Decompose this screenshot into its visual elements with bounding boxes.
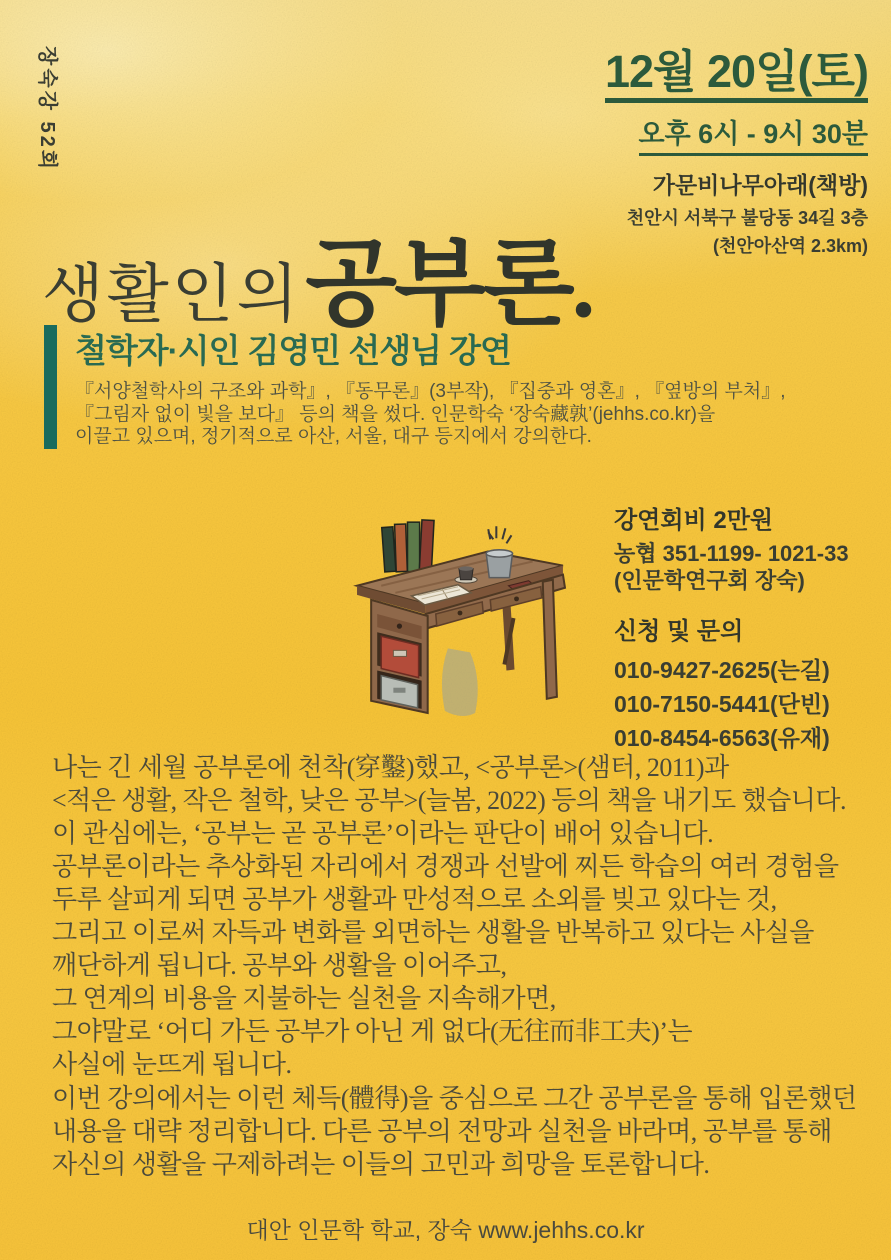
text-line: 공부론이라는 추상화된 자리에서 경쟁과 선발에 찌든 학습의 여러 경험을: [52, 852, 839, 881]
text-line: 그야말로 ‘어디 가든 공부가 아닌 게 없다(无往而非工夫)’는: [52, 1017, 693, 1046]
text-line: 그리고 이로써 자득과 변화를 외면하는 생활을 반복하고 있다는 사실을: [52, 918, 814, 947]
event-date: 12월 20일(토): [605, 48, 868, 103]
fee-title: 강연회비 2만원: [614, 507, 774, 534]
body-paragraph-1: [52, 751, 846, 1081]
books-on-desk: [382, 520, 434, 572]
text-line: 010-9427-2625(는길): [614, 657, 830, 683]
text-line: 『그림자 없이 빛을 보다』 등의 책을 썼다. 인문학숙 ‘장숙藏孰’(jehhs.co.kr)을: [75, 403, 716, 425]
text-line: 그 연계의 비용을 지불하는 실천을 지속해가면,: [52, 984, 556, 1013]
text-line: 이 관심에는, ‘공부는 곧 공부론’이라는 판단이 배어 있습니다.: [52, 819, 714, 848]
text-line: 농협 351-1199- 1021-33: [614, 541, 849, 566]
text-line: 이끌고 있으며, 정기적으로 아산, 서울, 대구 등지에서 강의한다.: [75, 426, 592, 447]
event-time-wrap: [605, 103, 868, 156]
poster-title: [42, 208, 592, 344]
poster-title-light: 생활인의: [42, 259, 302, 330]
body-paragraph-2: [52, 1082, 857, 1181]
text-line: (인문학연구회 장숙): [614, 568, 805, 593]
speaker-bio: [75, 381, 786, 449]
text-line: 010-8454-6563(유재): [614, 725, 830, 751]
fee-lines: [614, 540, 849, 594]
event-distance: (천안아산역 2.3km): [713, 236, 868, 257]
series-label: 장숙강 52회: [36, 46, 58, 173]
event-info-block: [605, 48, 868, 258]
text-line: 이번 강의에서는 이런 체득(體得)을 중심으로 그간 공부론을 통해 입론했던: [52, 1084, 857, 1113]
text-line: 나는 긴 세월 공부론에 천착(穿鑿)했고, <공부론>(샘터, 2011)과: [52, 753, 729, 782]
speaker-heading: 철학자·시인 김영민 선생님 강연: [75, 332, 511, 369]
text-line: 깨단하게 됩니다. 공부와 생활을 이어주고,: [52, 951, 507, 980]
text-line: 『서양철학사의 구조와 과학』, 『동무론』(3부작), 『집중과 영혼』, 『옆방의 부처』,: [75, 381, 786, 402]
poster-title-bold: 공부론.: [305, 231, 593, 337]
fee-contact-block: [614, 500, 849, 755]
text-line: 010-7150-5441(단빈): [614, 691, 830, 717]
text-line: 두루 살피게 되면 공부가 생활과 만성적으로 소외를 빚고 있다는 것,: [52, 885, 777, 914]
contact-title: 신청 및 문의: [614, 618, 744, 645]
shadow-blob: [442, 648, 478, 716]
event-address: 천안시 서북구 불당동 34길 3층: [626, 208, 868, 229]
event-time: 오후 6시 - 9시 30분: [639, 112, 868, 156]
event-venue: 가문비나무아래(책방): [652, 172, 868, 199]
contact-lines: [614, 653, 849, 755]
text-line: 자신의 생활을 구제하려는 이들의 고민과 희망을 토론합니다.: [52, 1150, 710, 1179]
footer-school-url: 대안 인문학 학교, 장숙 www.jehhs.co.kr: [246, 1217, 645, 1243]
desk-with-books-illustration: [352, 505, 570, 719]
text-line: <적은 생활, 작은 철학, 낮은 공부>(늘봄, 2022) 등의 책을 내기도 했습니다.: [52, 786, 847, 815]
event-date-wrap: [605, 48, 868, 103]
text-line: 사실에 눈뜨게 됩니다.: [52, 1050, 292, 1079]
text-line: 내용을 대략 정리합니다. 다른 공부의 전망과 실천을 바라며, 공부를 통해: [52, 1117, 832, 1146]
pencil-cup: [486, 526, 512, 577]
desk-pedestal: [371, 600, 428, 713]
speaker-block: [44, 325, 786, 449]
